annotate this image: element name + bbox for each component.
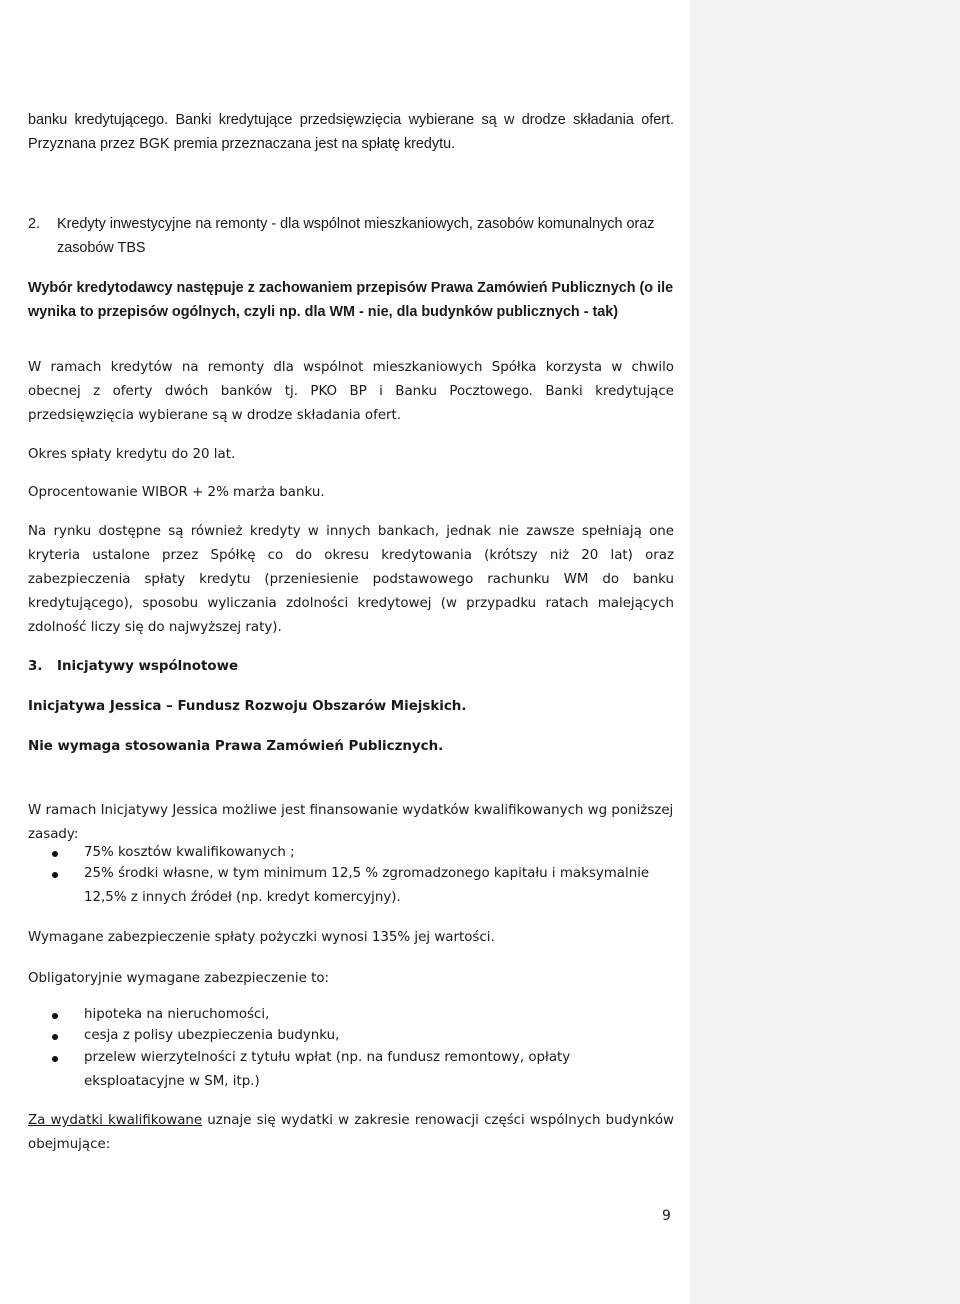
paragraph-jessica-initiative: Inicjatywa Jessica – Fundusz Rozwoju Obszarów Miejskich. bbox=[28, 699, 467, 714]
paragraph-jessica-financing: W ramach Inicjatywy Jessica możliwe jest finansowanie wydatków kwalifikowanych wg poniższej zasady: bbox=[28, 803, 674, 842]
paragraph-eligible-expenses bbox=[28, 1109, 674, 1157]
paragraph-mandatory-security: Obligatoryjnie wymagane zabezpieczenie to: bbox=[28, 971, 330, 986]
section-2-number: 2. bbox=[28, 216, 41, 232]
list-item bbox=[28, 1024, 674, 1048]
section-3-title: Inicjatywy wspólnotowe bbox=[57, 659, 239, 674]
paragraph-required-security: Wymagane zabezpieczenie spłaty pożyczki wynosi 135% jej wartości. bbox=[28, 930, 495, 945]
list-item-text: 25% środki własne, w tym minimum 12,5 % zgromadzonego kapitału i maksymalnie 12,5% z innych źródeł (np. kredyt komercyjny). bbox=[84, 866, 650, 905]
list-item-text: cesja z polisy ubezpieczenia budynku, bbox=[84, 1028, 340, 1043]
bullet-icon bbox=[52, 851, 58, 857]
bullet-icon bbox=[52, 872, 58, 878]
section-2-heading bbox=[28, 212, 674, 260]
comment-margin-pane bbox=[690, 0, 960, 1304]
list-item-text: 75% kosztów kwalifikowanych ; bbox=[84, 845, 295, 860]
list-item-text: hipoteka na nieruchomości, bbox=[84, 1007, 270, 1022]
section-3-number: 3. bbox=[28, 659, 43, 674]
eligible-expenses-text: uznaje się wydatki w zakresie renowacji części wspólnych budynków obejmujące: bbox=[28, 1113, 674, 1152]
bullet-icon bbox=[52, 1034, 58, 1040]
bullet-icon bbox=[52, 1013, 58, 1019]
paragraph-renovation-loans: W ramach kredytów na remonty dla wspólnot mieszkaniowych Spółka korzysta w chwilo obecnej z oferty dwóch banków tj. PKO BP i Banku Pocztowego. Banki kredytujące przedsięwzięcia wybierane są w drodze składania ofert. bbox=[28, 360, 674, 423]
list-item bbox=[28, 862, 674, 910]
eligible-expenses-term: Za wydatki kwalifikowane bbox=[28, 1113, 203, 1128]
list-item-text: przelew wierzytelności z tytułu wpłat (np. na fundusz remontowy, opłaty eksploatacyjne w SM, itp.) bbox=[84, 1050, 571, 1089]
paragraph-other-banks: Na rynku dostępne są również kredyty w innych bankach, jednak nie zawsze spełniają one kryteria ustalone przez Spółkę co do okresu kredytowania (krótszy niż 20 lat) oraz zabezpieczenia spłaty kredytu (przeniesienie podstawowego rachunku WM do banku kredytującego), sposobu wyliczania zdolności kredytowej (w przypadku ratach malejących zdolność liczy się do najwyższej raty). bbox=[28, 524, 674, 635]
section-3-heading bbox=[28, 655, 674, 679]
list-item bbox=[28, 1046, 674, 1094]
bullet-icon bbox=[52, 1056, 58, 1062]
paragraph-lender-selection: Wybór kredytodawcy następuje z zachowaniem przepisów Prawa Zamówień Publicznych (o ile wynika to przepisów ogólnych, czyli np. dla WM - nie, dla budynków publicznych - tak) bbox=[28, 280, 674, 320]
paragraph-no-public-procurement: Nie wymaga stosowania Prawa Zamówień Publicznych. bbox=[28, 739, 444, 754]
paragraph-repayment-period: Okres spłaty kredytu do 20 lat. bbox=[28, 447, 236, 462]
section-2-title: Kredyty inwestycyjne na remonty - dla wspólnot mieszkaniowych, zasobów komunalnych oraz zasobów TBS bbox=[57, 216, 655, 256]
paragraph-interest-rate: Oprocentowanie WIBOR + 2% marża banku. bbox=[28, 485, 325, 500]
page-number: 9 bbox=[662, 1208, 671, 1224]
paragraph-bank-offers: banku kredytującego. Banki kredytujące przedsięwzięcia wybierane są w drodze składania ofert. Przyznana przez BGK premia przeznaczana jest na spłatę kredytu. bbox=[28, 112, 674, 152]
